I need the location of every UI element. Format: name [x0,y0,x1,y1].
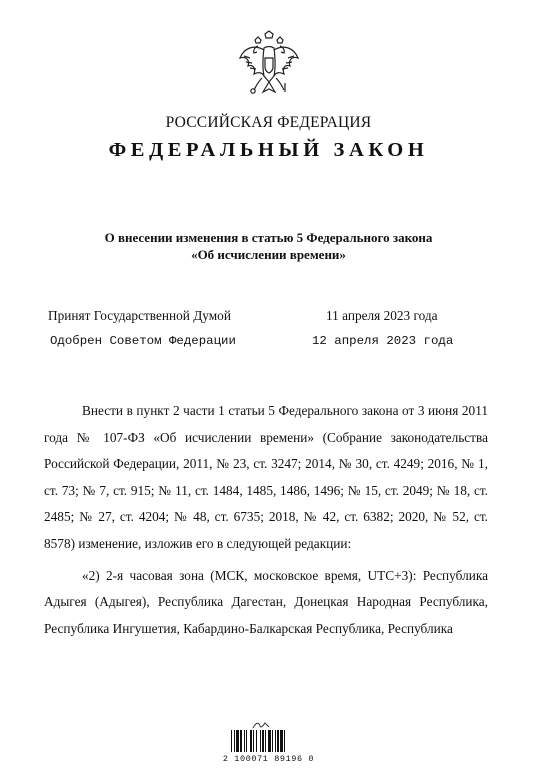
council-approval-date: 12 апреля 2023 года [312,334,454,348]
coat-of-arms-icon [236,30,302,102]
law-title-line-2: «Об исчислении времени» [191,247,346,262]
barcode-icon [231,730,305,752]
barcode-number: 2 100071 89196 0 [222,754,315,764]
council-approval-label: Одобрен Советом Федерации [50,334,236,348]
law-body [44,398,488,642]
duma-adoption-label: Принят Государственной Думой [48,308,231,323]
document-type: ФЕДЕРАЛЬНЫЙ ЗАКОН [108,139,429,161]
signature-mark-icon [252,720,270,730]
country-name: РОССИЙСКАЯ ФЕДЕРАЦИЯ [165,114,372,131]
body-paragraph-1: Внести в пункт 2 части 1 статьи 5 Федерального закона от 3 июня 2011 года № 107-ФЗ «Об исчислении времени» (Собрание законодательства Российской Федерации, 2011, № 23, ст. 3247; 2014, № 30, ст. 4249; 2016, № 1, ст. 73; № 7, ст. 915; № 11, ст. 1484, 1485, 1486, 1496; № 15, ст. 2049; № 18, ст. 2485; № 27, ст. 4204; № 48, ст. 6735; 2018, № 42, ст. 6382; 2020, № 52, ст. 8578) изменение, изложив его в следующей редакции: [44,403,488,551]
law-title-line-1: О внесении изменения в статью 5 Федерального закона [104,230,433,245]
law-title [0,229,537,263]
body-paragraph-2: «2) 2-я часовая зона (МСК, московское время, UTC+3): Республика Адыгея (Адыгея), Республика Дагестан, Донецкая Народная Республика, Республика Ингушетия, Кабардино-Балкарская Республика, Республика [44,567,488,636]
duma-adoption-date: 11 апреля 2023 года [326,308,438,323]
